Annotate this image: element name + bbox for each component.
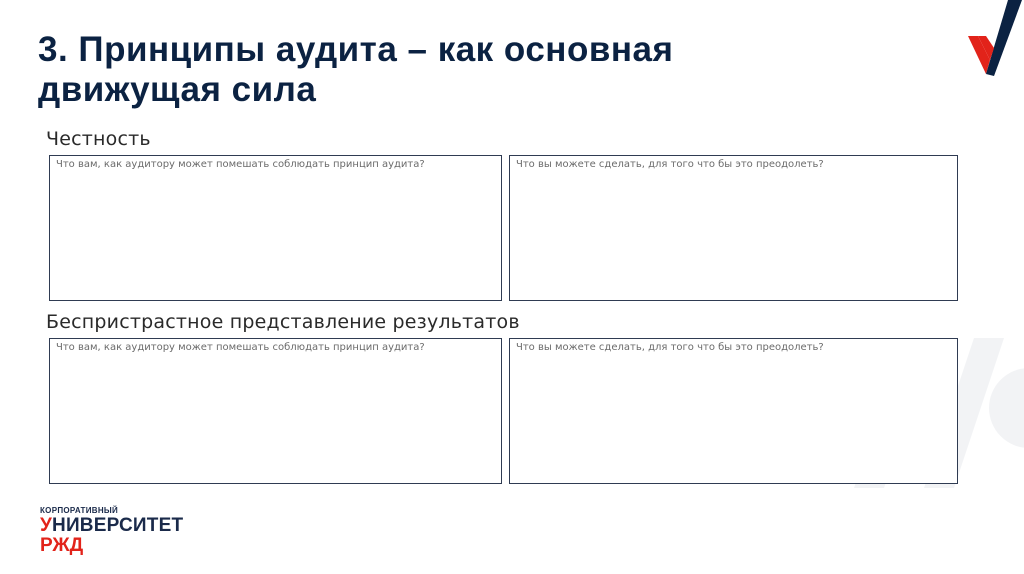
answer-box-solutions-honesty[interactable] xyxy=(509,155,958,301)
box-prompt: Что вы можете сделать, для того что бы это преодолеть? xyxy=(516,342,824,353)
answer-box-solutions-fair-presentation[interactable] xyxy=(509,338,958,484)
answer-box-obstacles-fair-presentation[interactable] xyxy=(49,338,502,484)
box-prompt: Что вам, как аудитору может помешать соблюдать принцип аудита? xyxy=(56,159,425,170)
box-prompt: Что вы можете сделать, для того что бы это преодолеть? xyxy=(516,159,824,170)
logo-main-rest: НИВЕРСИТЕТ xyxy=(52,515,184,536)
title-line-2: движущая сила xyxy=(38,70,317,109)
logo-main-text xyxy=(40,516,183,536)
logo-accent-letter: У xyxy=(40,515,53,536)
section-label-honesty: Честность xyxy=(46,128,151,150)
logo-small-text: КОРПОРАТИВНЫЙ xyxy=(40,506,119,515)
page-title xyxy=(38,30,878,110)
logo-rzd-text: РЖД xyxy=(40,535,84,556)
box-prompt: Что вам, как аудитору может помешать соблюдать принцип аудита? xyxy=(56,342,425,353)
brand-mark-icon xyxy=(964,0,1024,80)
university-logo xyxy=(40,506,183,556)
answer-box-obstacles-honesty[interactable] xyxy=(49,155,502,301)
section-label-fair-presentation: Беспристрастное представление результатов xyxy=(46,311,520,333)
title-line-1: 3. Принципы аудита – как основная xyxy=(38,30,674,69)
